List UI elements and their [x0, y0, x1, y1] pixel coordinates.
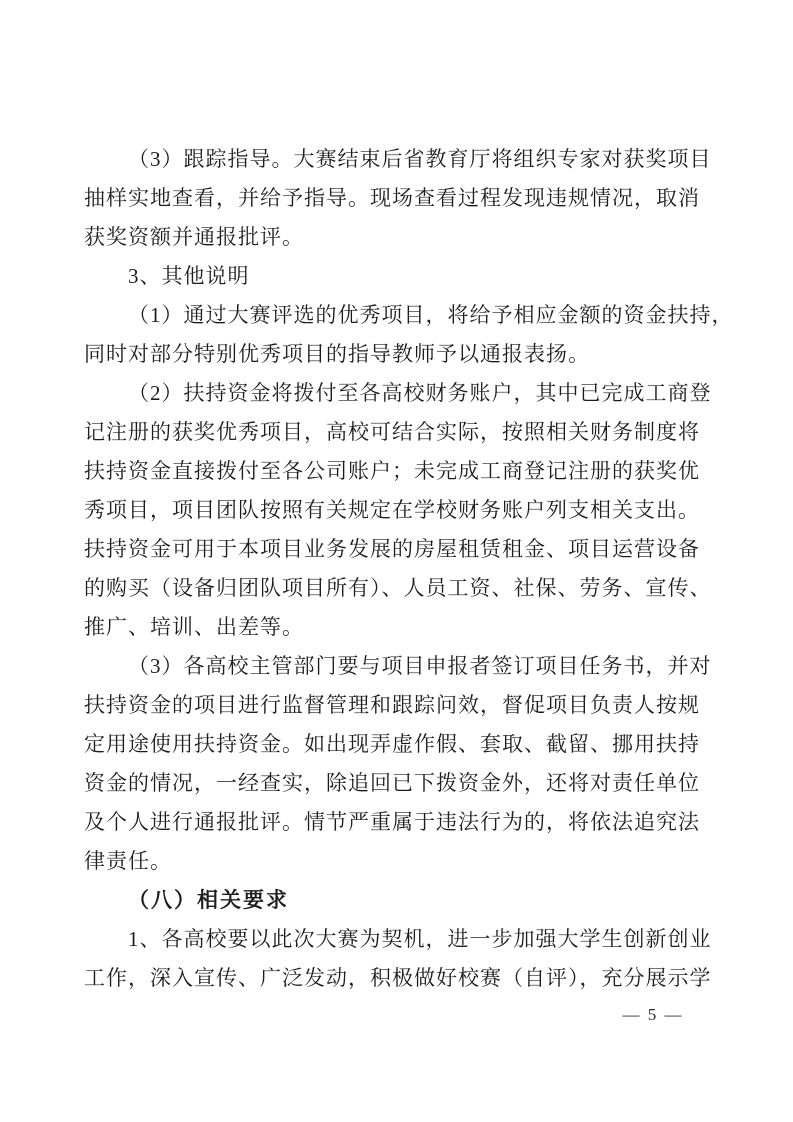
- document-body: [84, 140, 734, 998]
- section-heading: （八）相关要求: [128, 888, 289, 912]
- text-line: 及个人进行通报批评。情节严重属于违法行为的，将依法追究法: [84, 810, 700, 834]
- text-line: （3）跟踪指导。大赛结束后省教育厅将组织专家对获奖项目: [128, 147, 712, 171]
- text-line: （3）各高校主管部门要与项目申报者签订项目任务书，并对: [128, 654, 712, 678]
- text-line: （1）通过大赛评选的优秀项目，将给予相应金额的资金扶持，: [128, 303, 734, 327]
- page-number: — 5 —: [622, 1005, 684, 1024]
- text-line: 秀项目，项目团队按照有关规定在学校财务账户列支相关支出。: [84, 498, 700, 522]
- text-line: 3、其他说明: [128, 264, 250, 288]
- text-line: 获奖资额并通报批评。: [84, 225, 304, 249]
- text-line: 扶持资金可用于本项目业务发展的房屋租赁租金、项目运营设备: [84, 537, 700, 561]
- text-line: 记注册的获奖优秀项目，高校可结合实际，按照相关财务制度将: [84, 420, 700, 444]
- text-line: （2）扶持资金将拨付至各高校财务账户，其中已完成工商登: [128, 381, 712, 405]
- text-line: 推广、培训、出差等。: [84, 615, 304, 639]
- text-line: 的购买（设备归团队项目所有）、人员工资、社保、劳务、宣传、: [84, 576, 712, 600]
- text-line: 1、各高校要以此次大赛为契机，进一步加强大学生创新创业: [128, 927, 712, 951]
- text-line: 抽样实地查看，并给予指导。现场查看过程发现违规情况，取消: [84, 186, 700, 210]
- text-line: 律责任。: [84, 849, 172, 873]
- text-line: 扶持资金直接拨付至各公司账户；未完成工商登记注册的获奖优: [84, 459, 700, 483]
- text-line: 工作，深入宣传、广泛发动，积极做好校赛（自评），充分展示学: [84, 966, 712, 990]
- text-line: 资金的情况，一经查实，除追回已下拨资金外，还将对责任单位: [84, 771, 700, 795]
- text-line: 扶持资金的项目进行监督管理和跟踪问效，督促项目负责人按规: [84, 693, 700, 717]
- text-line: 同时对部分特别优秀项目的指导教师予以通报表扬。: [84, 342, 590, 366]
- text-line: 定用途使用扶持资金。如出现弄虚作假、套取、截留、挪用扶持: [84, 732, 700, 756]
